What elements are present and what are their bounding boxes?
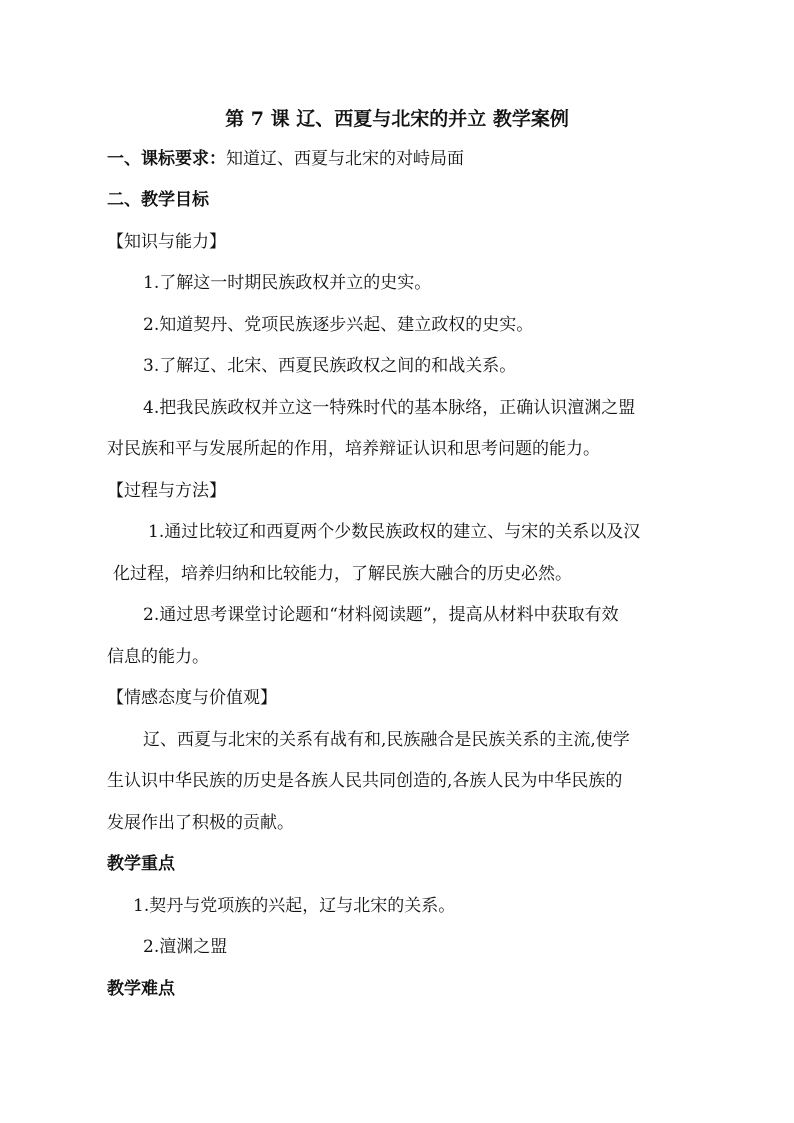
page-title: 第 7 课 辽、西夏与北宋的并立 教学案例	[225, 108, 569, 130]
knowledge-item-3: 3.了解辽、北宋、西夏民族政权之间的和战关系。	[143, 356, 517, 376]
key-points-heading: 教学重点	[107, 854, 175, 874]
section-curriculum-heading: 一、课标要求：	[107, 149, 226, 169]
section-objectives-heading: 二、教学目标	[107, 190, 209, 210]
process-heading: 【过程与方法】	[107, 481, 226, 501]
emotion-line-2: 生认识中华民族的历史是各族人民共同创造的,各族人民为中华民族的	[107, 771, 623, 791]
knowledge-item-2: 2.知道契丹、党项民族逐步兴起、建立政权的史实。	[143, 315, 534, 335]
knowledge-item-4: 4.把我民族政权并立这一特殊时代的基本脉络，正确认识澶渊之盟	[143, 398, 636, 418]
knowledge-item-4-continued: 对民族和平与发展所起的作用，培养辩证认识和思考问题的能力。	[107, 439, 600, 459]
process-item-2-line-2: 信息的能力。	[107, 647, 209, 667]
section-curriculum-text: 知道辽、西夏与北宋的对峙局面	[226, 149, 464, 169]
process-item-1-line-2: 化过程，培养归纳和比较能力，了解民族大融合的历史必然。	[113, 564, 572, 584]
key-point-item-2: 2.澶渊之盟	[143, 937, 228, 957]
section-curriculum	[107, 148, 464, 170]
process-item-1-line-1: 1.通过比较辽和西夏两个少数民族政权的建立、与宋的关系以及汉	[148, 522, 641, 542]
emotion-line-1: 辽、西夏与北宋的关系有战有和,民族融合是民族关系的主流,使学	[143, 730, 630, 750]
key-point-item-1: 1.契丹与党项族的兴起，辽与北宋的关系。	[133, 896, 456, 916]
process-item-2-line-1: 2.通过思考课堂讨论题和“材料阅读题”，提高从材料中获取有效	[143, 605, 619, 625]
difficult-points-heading: 教学难点	[107, 979, 175, 999]
emotion-line-3: 发展作出了积极的贡献。	[107, 813, 294, 833]
knowledge-item-1: 1.了解这一时期民族政权并立的史实。	[143, 273, 432, 293]
emotion-heading: 【情感态度与价值观】	[107, 688, 277, 708]
knowledge-heading: 【知识与能力】	[107, 232, 226, 252]
